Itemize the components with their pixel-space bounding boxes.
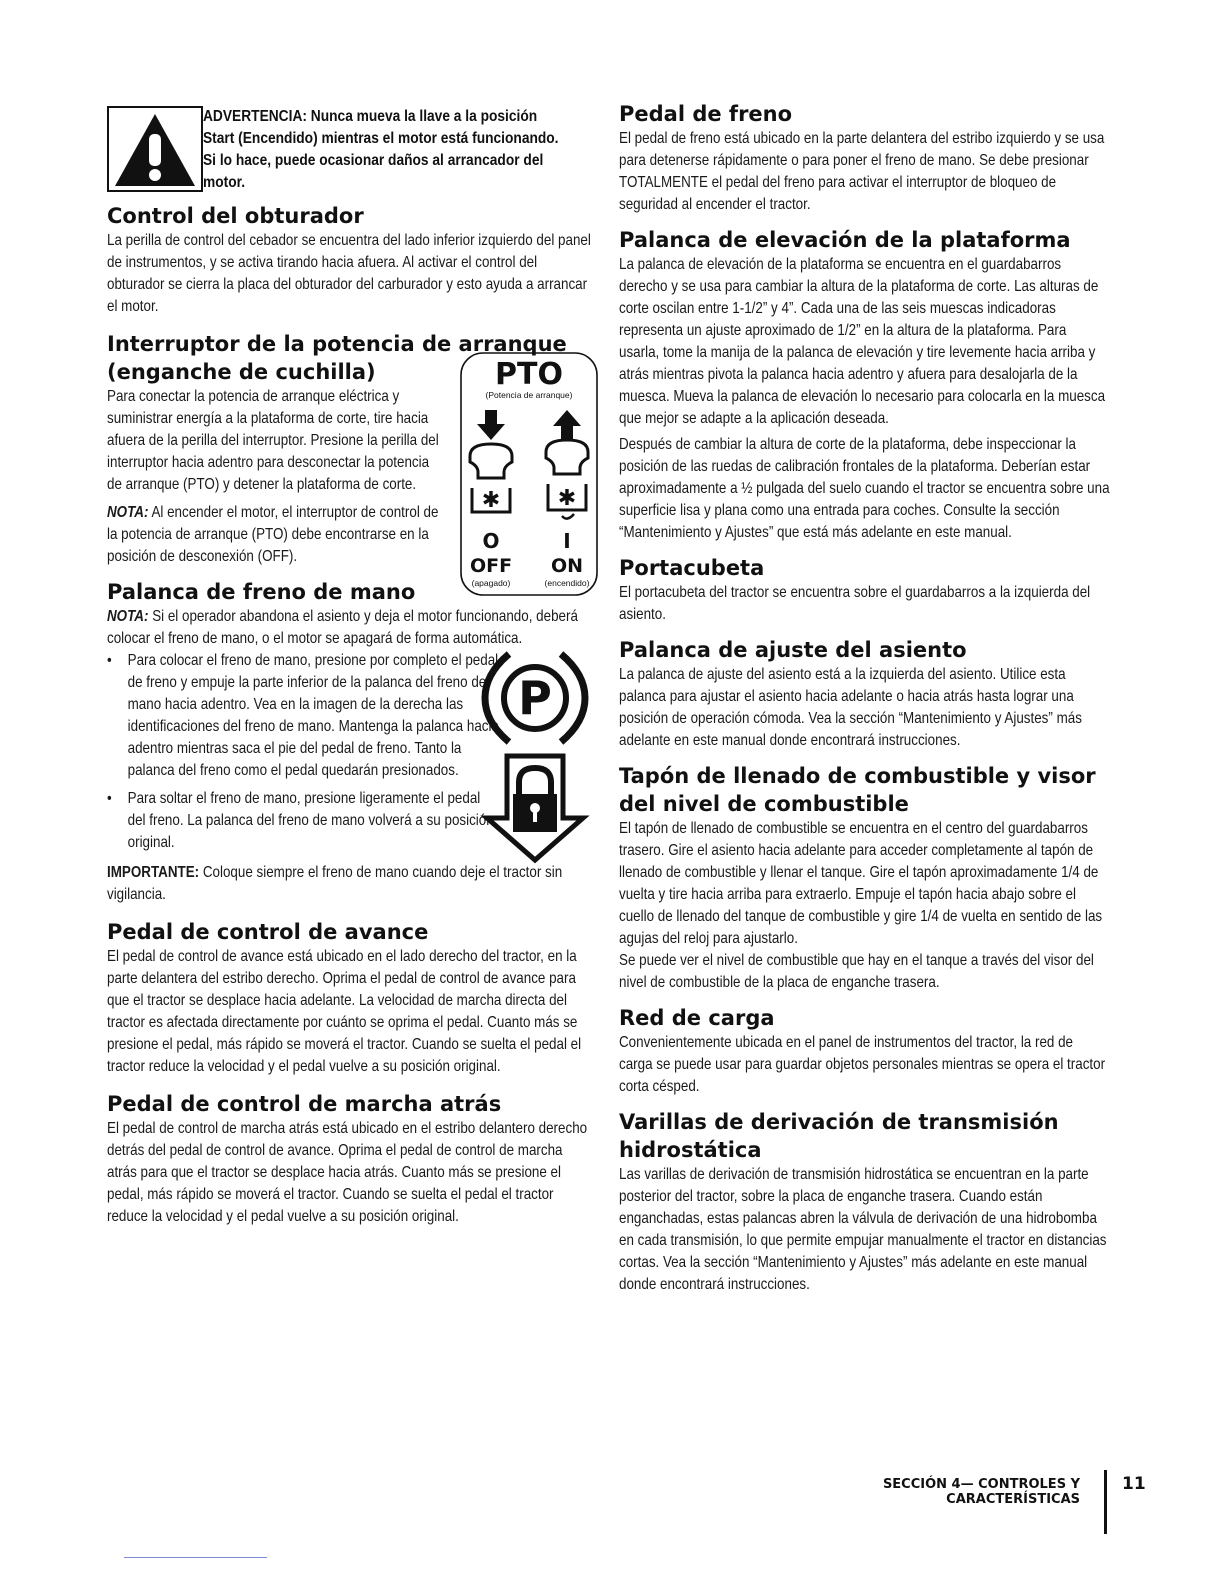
bypass-body: Las varillas de derivación de transmisión hidrostática se encuentran en la parte posterior del tractor, sobre la placa de enganche trasera. Cuando están enganchadas, estas palancas abren la válvula de derivación de una hidrobomba en cada transmisión, lo que permite empujar manualmente el tractor en distancias cortas. Vea la sección “Mantenimiento y Ajustes” más adelante en este manual donde encontrará instrucciones. xyxy=(619,1166,1107,1293)
p-symbol: P xyxy=(518,671,552,725)
bullet: • xyxy=(107,652,112,669)
warning-text: ADVERTENCIA: Nunca mueva la llave a la posición Start (Encendido) mientras el motor está funcionando. Si lo hace, puede ocasionar daños al arrancador del motor. xyxy=(203,108,559,191)
bottom-rule xyxy=(124,1557,267,1558)
pto-section xyxy=(107,330,592,588)
list-item xyxy=(107,788,502,854)
brake-pedal-body: El pedal de freno está ubicado en la parte delantera del estribo izquierdo y se usa para detenerse rápidamente o para poner el freno de mano. Se debe presionar TOTALMENTE el pedal del freno para activar el interruptor de bloqueo de seguridad al encender el tractor. xyxy=(619,130,1105,213)
parking-nota-text: Si el operador abandona el asiento y deja el motor funcionando, deberá colocar el freno de mano, o el motor se apagará de forma automática. xyxy=(107,608,578,647)
pto-knob-off-icon xyxy=(470,444,512,513)
pto-nota-text: Al encender el motor, el interruptor de control de la potencia de arranque (PTO) debe encontrarse en la posición de desconexión (OFF). xyxy=(107,504,439,565)
cargo-net-body: Convenientemente ubicada en el panel de instrumentos del tractor, la red de carga se puede usar para guardar objetos personales mientras se opera el tractor corta césped. xyxy=(619,1034,1106,1095)
warning-callout xyxy=(107,106,592,196)
fuel-title-line2: del nivel de combustible xyxy=(619,792,909,816)
push-in-arrow-icon xyxy=(477,410,505,440)
footer-section-label: SECCIÓN 4— CONTROLES Y CARACTERÍSTICAS xyxy=(882,1477,1080,1507)
left-column xyxy=(107,100,592,1228)
important-label: IMPORTANTE: xyxy=(107,864,200,881)
bypass-title-line1: Varillas de derivación de transmisión xyxy=(619,1110,1059,1134)
pto-off-symbol: O xyxy=(482,529,500,553)
forward-pedal-title: Pedal de control de avance xyxy=(107,920,429,944)
cargo-net-title: Red de carga xyxy=(619,1006,775,1030)
svg-text:✱: ✱ xyxy=(557,486,577,511)
bullet: • xyxy=(107,790,112,807)
pto-on-sub: (encendido) xyxy=(544,578,590,588)
pto-fig-title: PTO xyxy=(495,357,563,392)
pto-on-label: ON xyxy=(550,555,584,577)
parking-brake-p-icon xyxy=(485,654,585,742)
deck-lift-body-1: La palanca de elevación de la plataforma se encuentra en el guardabarros derecho y se usa para cambiar la altura de la plataforma de corte. Las alturas de corte oscilan entre 1-1/2” y 4”. Cada una de las seis muescas indicadoras representa un ajuste aproximado de 1/2” en la altura de la plataforma. Para usarla, tome la manija de la palanca de elevación y tire levemente hacia arriba y atrás mientras pivota la palanca hacia adentro y afuera para desalojarla de la muesca. Mueva la palanca de elevación lo necesario para colocarla en la muesca que mejor se adapte a la aplicación deseada. xyxy=(619,256,1106,427)
forward-pedal-body: El pedal de control de avance está ubicado en el lado derecho del tractor, en la parte delantera del estribo derecho. Oprima el pedal de control de avance para que el tractor se desplace hacia adelante. La velocidad de marcha directa del tractor es afectada directamente por cuánto se oprima el pedal. Cuanto más se presione el pedal, más rápido se moverá el tractor. Cuando se suelta el pedal el tractor reduce la velocidad y el pedal vuelve a su posición original. xyxy=(107,948,582,1075)
parking-brake-instructions xyxy=(107,650,592,854)
pto-nota xyxy=(107,502,441,568)
fuel-body-2: Se puede ver el nivel de combustible que hay en el tanque a través del visor del nivel de combustible de la placa de enganche trasera. xyxy=(619,952,1094,991)
reverse-pedal-body: El pedal de control de marcha atrás está ubicado en el estribo delantero derecho detrás del pedal de control de avance. Oprima el pedal de control de marcha atrás para que el tractor se desplace hacia atrás. Cuanto más se presione el pedal, más rápido se moverá el tractor. Cuando se suelta el pedal el tractor reduce la velocidad y el pedal vuelve a su posición original. xyxy=(107,1120,588,1225)
pto-off-sub: (apagado) xyxy=(471,578,511,588)
list-item xyxy=(107,650,502,782)
svg-text:✱: ✱ xyxy=(481,488,501,513)
fuel-title-line1: Tapón de llenado de combustible y visor xyxy=(619,764,1096,788)
pto-on-symbol: I xyxy=(563,529,571,553)
bullet-text: Para soltar el freno de mano, presione ligeramente el pedal del freno. La palanca del freno de mano volverá a su posición original. xyxy=(127,790,494,851)
right-column xyxy=(619,100,1111,1296)
nota-label: NOTA: xyxy=(107,608,149,625)
page-number: 11 xyxy=(1122,1474,1146,1494)
deck-lift-body-2: Después de cambiar la altura de corte de la plataforma, debe inspeccionar la posición de las ruedas de calibración frontales de la plataforma. Deberían estar aproximadamente a ½ pulgada del suelo cuando el tractor se encuentra sobre una superficie lisa y plana como una entrada para coches. Consulte la sección “Mantenimiento y Ajustes” que está más adelante en este manual. xyxy=(619,436,1110,541)
parking-nota xyxy=(107,606,591,650)
parking-brake-figures xyxy=(479,650,591,870)
parking-bullet-list xyxy=(107,650,499,854)
pto-off-label: OFF xyxy=(469,555,513,577)
seat-lever-body: La palanca de ajuste del asiento está a la izquierda del asiento. Utilice esta palanca para ajustar el asiento hacia adelante o hacia atrás hasta lograr una posición de operación cómoda. Vea la sección “Mantenimiento y Ajustes” más adelante en este manual donde encontrará instrucciones. xyxy=(619,666,1082,749)
nota-label: NOTA: xyxy=(107,504,149,521)
important-text: Coloque siempre el freno de mano cuando deje el tractor sin vigilancia. xyxy=(107,864,563,903)
pto-title-line1: Interruptor de la potencia de arranque xyxy=(107,332,567,356)
important-note xyxy=(107,862,591,906)
fuel-body-1: El tapón de llenado de combustible se encuentra en el centro del guardabarros trasero. Gire el asiento hacia adelante para acceder completamente al tapón de llenado de combustible y llenar el tanque. Gire el tapón aproximadamente 1/4 de vuelta y tire hacia arriba para extraerlo. Empuje el tapón hacia abajo sobre el cuello de llenado del tanque de combustible y gire 1/4 de vuelta en sentido de las agujas del reloj para ajustarlo. xyxy=(619,820,1103,947)
warning-triangle-icon xyxy=(107,106,203,192)
brake-pedal-title: Pedal de freno xyxy=(619,102,793,126)
pto-body: Para conectar la potencia de arranque eléctrica y suministrar energía a la plataforma de corte, tire hacia afuera de la perilla del interruptor. Presione la perilla del interruptor hacia adentro para desconectar la potencia de arranque (PTO) y detener la plataforma de corte. xyxy=(107,388,439,493)
bypass-title-line2: hidrostática xyxy=(619,1138,762,1162)
footer-divider xyxy=(1104,1470,1107,1534)
pto-title-line2: (enganche de cuchilla) xyxy=(107,360,376,384)
deck-lift-title: Palanca de elevación de la plataforma xyxy=(619,228,1071,252)
pull-out-arrow-icon xyxy=(553,410,581,440)
bullet-text: Para colocar el freno de mano, presione por completo el pedal de freno y empuje la parte inferior de la palanca del freno de mano hacia adentro. Vea en la imagen de la derecha las identificaciones del freno de mano. Mantenga la palanca hacia adentro mientras saca el pie del pedal de freno. Tanto la palanca del freno como el pedal quedarán presionados. xyxy=(127,652,499,779)
cup-holder-title: Portacubeta xyxy=(619,556,765,580)
pto-figure xyxy=(460,352,598,596)
reverse-pedal-title: Pedal de control de marcha atrás xyxy=(107,1092,502,1116)
choke-title: Control del obturador xyxy=(107,204,364,228)
parking-brake-title: Palanca de freno de mano xyxy=(107,580,416,604)
seat-lever-title: Palanca de ajuste del asiento xyxy=(619,638,967,662)
cup-holder-body: El portacubeta del tractor se encuentra sobre el guardabarros a la izquierda del asiento. xyxy=(619,584,1091,623)
choke-body: La perilla de control del cebador se encuentra del lado inferior izquierdo del panel de instrumentos, y se activa tirando hacia afuera. Al activar el control del obturador se cierra la placa del obturador del carburador y esto ayuda a arrancar el motor. xyxy=(107,232,591,315)
parking-brake-lock-arrow-icon xyxy=(487,756,583,860)
pto-knob-on-icon xyxy=(546,440,588,519)
pto-fig-subtitle: (Potencia de arranque) xyxy=(485,390,573,400)
